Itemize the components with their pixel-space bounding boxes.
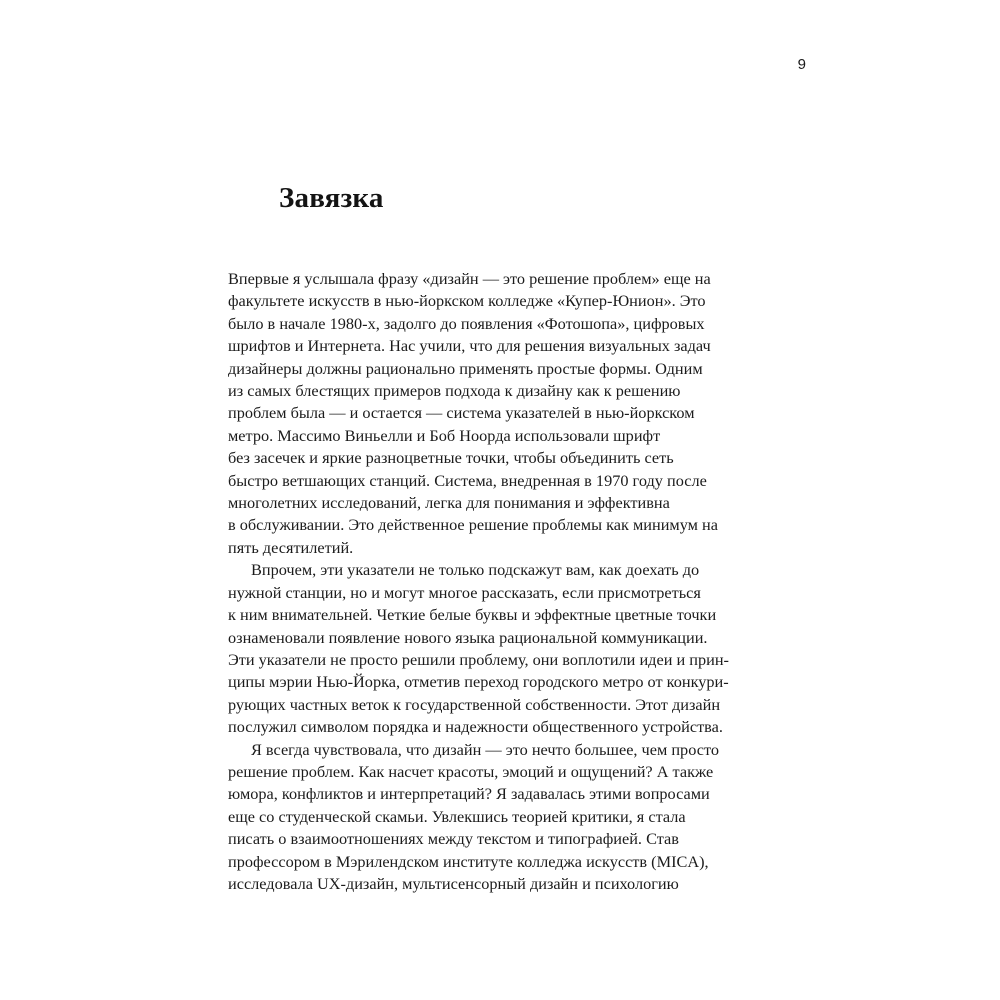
text-line: Эти указатели не просто решили проблему, они воплотили идеи и прин- [228, 649, 729, 669]
text-line: без засечек и яркие разноцветные точки, чтобы объединить сеть [228, 448, 674, 468]
text-line: быстро ветшающих станций. Система, внедренная в 1970 году после [228, 470, 707, 490]
paragraph [228, 268, 798, 559]
text-line: многолетних исследований, легка для понимания и эффективна [228, 493, 670, 513]
text-line: проблем была — и остается — система указателей в нью-йоркском [228, 403, 695, 423]
text-line: шрифтов и Интернета. Нас учили, что для решения визуальных задач [228, 336, 711, 356]
text-line: еще со студенческой скамьи. Увлекшись теорией критики, я стала [228, 806, 686, 826]
text-line: было в начале 1980-х, задолго до появления «Фотошопа», цифровых [228, 313, 705, 333]
text-line: решение проблем. Как насчет красоты, эмоций и ощущений? А также [228, 761, 714, 781]
text-line: Я всегда чувствовала, что дизайн — это нечто большее, чем просто [251, 739, 720, 759]
page-number: 9 [797, 56, 806, 73]
text-line: Впрочем, эти указатели не только подскажут вам, как доехать до [251, 560, 700, 580]
text-line: дизайнеры должны рационально применять простые формы. Одним [228, 358, 703, 378]
text-line: факультете искусств в нью-йоркском колледже «Купер-Юнион». Это [228, 291, 706, 311]
text-line: метро. Массимо Виньелли и Боб Ноорда использовали шрифт [228, 425, 661, 445]
text-line: из самых блестящих примеров подхода к дизайну как к решению [228, 381, 681, 401]
paragraph [228, 739, 798, 896]
text-line: к ним внимательней. Четкие белые буквы и эффектные цветные точки [228, 605, 717, 625]
chapter-title: Завязка [279, 182, 384, 215]
text-line: Впервые я услышала фразу «дизайн — это решение проблем» еще на [228, 269, 711, 288]
text-line: в обслуживании. Это действенное решение проблемы как минимум на [228, 515, 718, 535]
text-line: рующих частных веток к государственной собственности. Этот дизайн [228, 694, 721, 714]
text-line: профессором в Мэрилендском институте колледжа искусств (MICA), [228, 851, 709, 871]
paragraph [228, 559, 798, 738]
body-text-block [228, 268, 798, 895]
text-line: исследовала UX-дизайн, мультисенсорный дизайн и психологию [228, 873, 679, 893]
text-line: ципы мэрии Нью-Йорка, отметив переход городского метро от конкури- [228, 672, 729, 692]
text-line: писать о взаимоотношениях между текстом и типографией. Став [228, 829, 679, 849]
text-line: нужной станции, но и могут многое рассказать, если присмотреться [228, 582, 701, 602]
text-line: ознаменовали появление нового языка рациональной коммуникации. [228, 627, 708, 647]
text-line: пять десятилетий. [228, 537, 354, 557]
text-line: юмора, конфликтов и интерпретаций? Я задавалась этими вопросами [228, 784, 710, 804]
text-line: послужил символом порядка и надежности общественного устройства. [228, 717, 723, 737]
